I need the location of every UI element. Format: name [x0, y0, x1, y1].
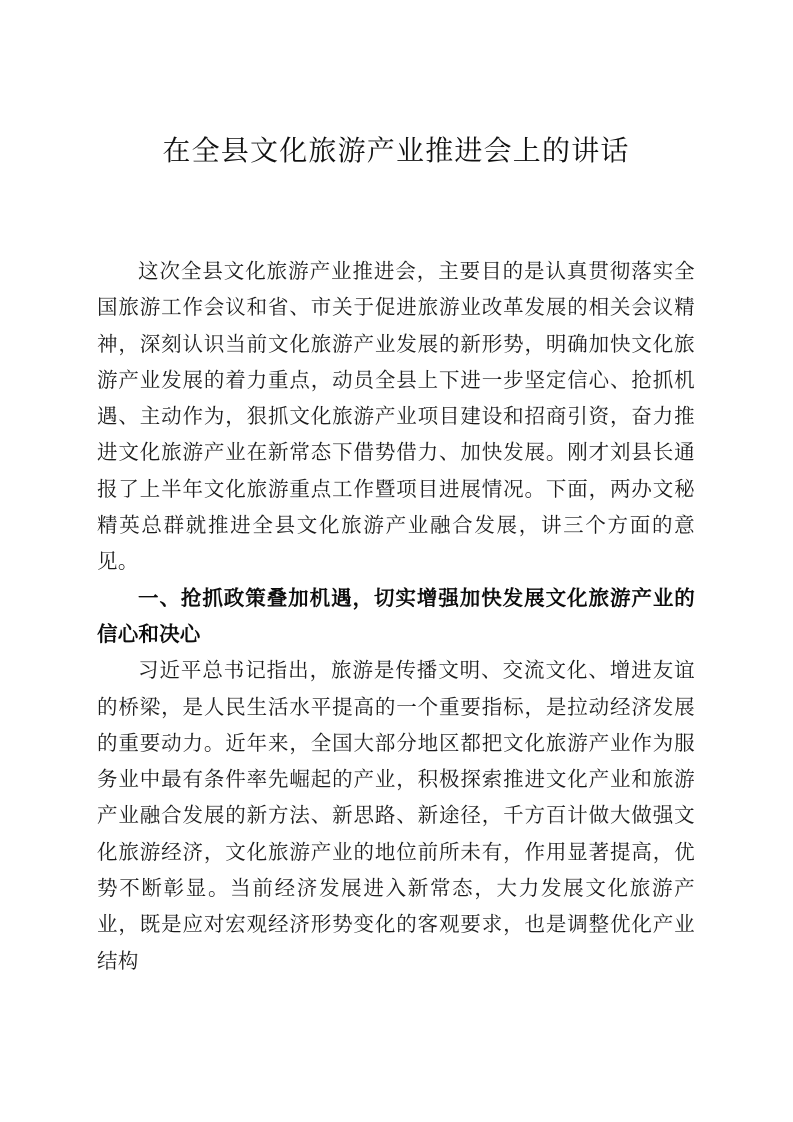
- paragraph-intro: 这次全县文化旅游产业推进会，主要目的是认真贯彻落实全国旅游工作会议和省、市关于促进旅游业改革发展的相关会议精神，深刻认识当前文化旅游产业发展的新形势，明确加快文化旅游产业发展的着力重点，动员全县上下进一步坚定信心、抢抓机遇、主动作为，狠抓文化旅游产业项目建设和招商引资，奋力推进文化旅游产业在新常态下借势借力、加快发展。刚才刘县长通报了上半年文化旅游重点工作暨项目进展情况。下面，两办文秘精英总群就推进全县文化旅游产业融合发展，讲三个方面的意见。: [97, 259, 695, 574]
- document-body: [97, 0, 695, 979]
- section-heading-one: 一、抢抓政策叠加机遇，切实增强加快发展文化旅游产业的信心和决心: [97, 585, 695, 646]
- document-block-container: [97, 253, 695, 979]
- title-spacer: [97, 171, 695, 253]
- paragraph-section-one-body: 习近平总书记指出，旅游是传播文明、交流文化、增进友谊的桥梁，是人民生活水平提高的一个重要指标，是拉动经济发展的重要动力。近年来，全国大部分地区都把文化旅游产业作为服务业中最有条件率先崛起的产业，积极探索推进文化产业和旅游产业融合发展的新方法、新思路、新途径，千方百计做大做强文化旅游经济，文化旅游产业的地位前所未有，作用显著提高，优势不断彰显。当前经济发展进入新常态，大力发展文化旅游产业，既是应对宏观经济形势变化的客观要求，也是调整优化产业结构: [97, 658, 695, 973]
- page-title: 在全县文化旅游产业推进会上的讲话: [162, 134, 630, 167]
